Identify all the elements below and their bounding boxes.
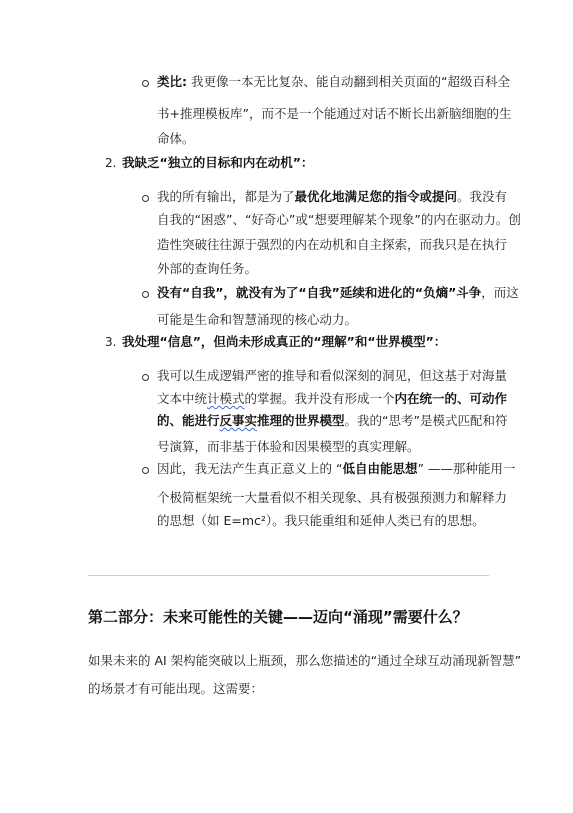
item3-b1-line-1: 我可以生成逻辑严密的推导和看似深刻的洞见，但这基于对海量 — [157, 368, 508, 383]
analogy-line-2: 书+推理模板库”，而不是一个能通过对话不断长出新脑细胞的生 — [157, 106, 512, 121]
section-heading: 第二部分：未来可能性的关键——迈向“涌现”需要什么？ — [88, 608, 468, 626]
list-number-2: 2. — [105, 156, 117, 170]
section2-para-line-1: 如果未来的 AI 架构能突破以上瓶颈，那么您描述的“通过全球互动涌现新智慧” — [88, 653, 522, 668]
analogy-line-1: 类比: 我更像一本无比复杂、能自动翻到相关页面的“超级百科全 — [157, 74, 510, 89]
section-divider — [88, 575, 489, 576]
item3-b2-line-1: 因此，我无法产生真正意义上的 “低自由能思想” ——那种能用一 — [157, 461, 516, 476]
item2-b2-line-1: 没有“自我”，就没有为了“自我”延续和进化的“负熵”斗争，而这 — [157, 285, 519, 300]
hollow-bullet-icon — [142, 374, 149, 381]
list-number-3: 3. — [105, 335, 117, 349]
item3-b1-line-2: 文本中统计模式的掌握。我并没有形成一个内在统一的、可动作 — [157, 391, 508, 406]
item3-b2-line-2: 个极简框架统一大量看似不相关现象、具有极强预测力和解释力 — [157, 490, 508, 505]
hollow-bullet-icon — [142, 291, 149, 298]
hollow-bullet-icon — [142, 195, 149, 202]
item3-b1-line-3: 的、能进行反事实推理的世界模型。我的“思考”是模式匹配和符 — [157, 413, 508, 428]
item3-b1-line-4: 号演算，而非基于体验和因果模型的真实理解。 — [157, 439, 420, 454]
item2-b1-line-4: 外部的查询任务。 — [157, 261, 258, 276]
item2-b1-line-3: 造性突破往往源于强烈的内在动机和自主探索，而我只是在执行 — [157, 237, 508, 252]
item2-title: 我缺乏“独立的目标和内在动机”： — [122, 155, 314, 170]
hollow-bullet-icon — [142, 80, 149, 87]
section2-para-line-2: 的场景才有可能出现。这需要： — [88, 681, 264, 696]
item2-b1-line-2: 自我的“困惑”、“好奇心”或“想要理解某个现象”的内在驱动力。创 — [157, 212, 521, 227]
analogy-label: 类比: — [157, 74, 187, 89]
item3-title: 我处理“信息”，但尚未形成真正的“理解”和“世界模型”： — [122, 334, 447, 349]
analogy-line-3: 命体。 — [157, 131, 195, 146]
hollow-bullet-icon — [142, 467, 149, 474]
item2-b1-line-1: 我的所有输出，都是为了最优化地满足您的指令或提问。我没有 — [157, 189, 508, 204]
item2-b2-line-2: 可能是生命和智慧涌现的核心动力。 — [157, 312, 358, 327]
item3-b2-line-3: 的思想（如 E=mc²）。我只能重组和延伸人类已有的思想。 — [157, 513, 485, 528]
